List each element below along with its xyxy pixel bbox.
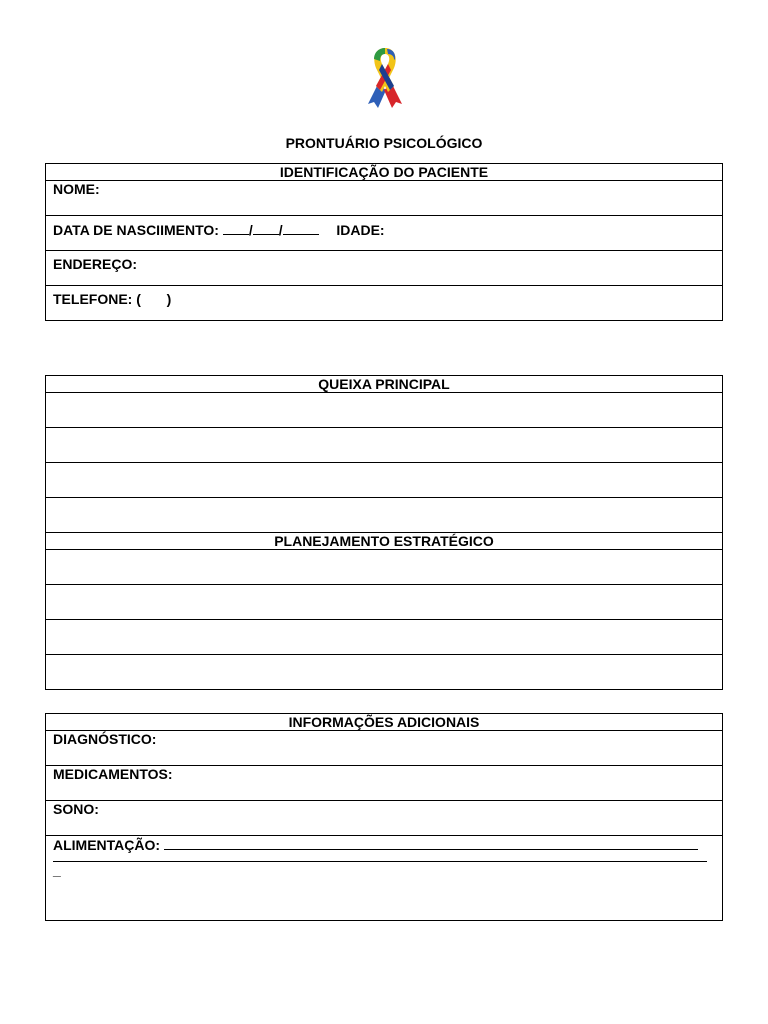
name-label: NOME: [53,181,100,197]
puzzle-ribbon-icon [360,44,410,108]
document-title: PRONTUÁRIO PSICOLÓGICO [285,135,483,151]
food-blank-line[interactable] [164,836,698,850]
medication-row[interactable] [46,766,723,801]
complaint-line[interactable] [46,498,723,533]
patient-identification-table [45,163,723,321]
complaint-header: QUEIXA PRINCIPAL [46,376,723,393]
medication-label: MEDICAMENTOS: [53,766,173,782]
sleep-row[interactable] [46,801,723,836]
diagnosis-row[interactable] [46,731,723,766]
age-label: IDADE: [336,222,385,238]
complaint-line[interactable] [46,393,723,428]
sleep-label: SONO: [53,801,99,817]
additional-info-table [45,713,723,921]
planning-line[interactable] [46,585,723,620]
birth-date-separator: / [278,222,283,238]
food-trailing-mark: _ [53,862,61,878]
birth-date-row[interactable] [46,216,723,251]
food-blank-line-2[interactable] [53,853,707,862]
diagnosis-label: DIAGNÓSTICO: [53,731,157,747]
food-label: ALIMENTAÇÃO: [53,837,161,853]
complaint-line[interactable] [46,428,723,463]
complaint-planning-table [45,375,723,690]
food-row[interactable] [46,836,723,921]
phone-area-close: ) [166,291,172,307]
planning-header: PLANEJAMENTO ESTRATÉGICO [46,533,723,550]
phone-label: TELEFONE: ( [53,291,141,307]
address-row[interactable] [46,251,723,286]
planning-line[interactable] [46,550,723,585]
planning-line[interactable] [46,620,723,655]
birth-day-blank[interactable] [223,221,249,235]
phone-row[interactable] [46,286,723,321]
birth-year-blank[interactable] [283,221,319,235]
birth-date-separator: / [248,222,253,238]
complaint-line[interactable] [46,463,723,498]
address-label: ENDEREÇO: [53,256,138,272]
birth-month-blank[interactable] [253,221,279,235]
additional-header: INFORMAÇÕES ADICIONAIS [46,714,723,731]
identification-header: IDENTIFICAÇÃO DO PACIENTE [46,164,723,181]
planning-line[interactable] [46,655,723,690]
name-row[interactable] [46,181,723,216]
birth-date-label: DATA DE NASCIIMENTO: [53,222,219,238]
